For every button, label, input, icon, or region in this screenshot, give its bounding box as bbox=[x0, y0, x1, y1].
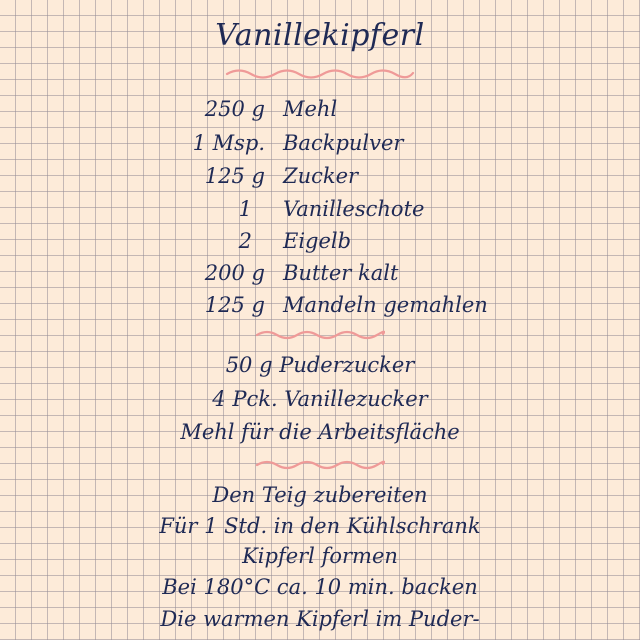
instruction-step: Den Teig zubereiten bbox=[212, 483, 428, 507]
ingredient-row bbox=[0, 99, 640, 123]
ingredient-quantity: 1 bbox=[238, 197, 252, 221]
ingredients-wave-divider bbox=[255, 326, 385, 344]
ingredient-name: Vanilleschote bbox=[283, 197, 425, 221]
extra-item: 4 Pck. Vanillezucker bbox=[212, 387, 428, 411]
ingredient-quantity: 250 g bbox=[204, 97, 265, 121]
ingredient-quantity: 1 Msp. bbox=[192, 131, 265, 155]
ingredient-name: Butter kalt bbox=[283, 261, 399, 285]
extra-item: Mehl für die Arbeitsfläche bbox=[180, 420, 460, 444]
ingredient-name: Mandeln gemahlen bbox=[283, 293, 488, 317]
instruction-step: Bei 180°C ca. 10 min. backen bbox=[162, 575, 478, 599]
instruction-step: Die warmen Kipferl im Puder- bbox=[160, 607, 480, 631]
ingredient-quantity: 125 g bbox=[204, 293, 265, 317]
ingredient-quantity: 2 bbox=[238, 229, 252, 253]
instruction-step: Kipferl formen bbox=[242, 544, 398, 568]
ingredient-quantity: 125 g bbox=[204, 164, 265, 188]
extra-item: 50 g Puderzucker bbox=[225, 353, 415, 377]
ingredient-row bbox=[0, 133, 640, 157]
ingredient-row bbox=[0, 199, 640, 223]
extras-wave-divider bbox=[255, 456, 385, 474]
ingredient-name: Mehl bbox=[283, 97, 338, 121]
ingredient-row bbox=[0, 295, 640, 319]
ingredient-name: Backpulver bbox=[283, 131, 404, 155]
ingredient-quantity: 200 g bbox=[204, 261, 265, 285]
ingredient-name: Eigelb bbox=[283, 229, 352, 253]
instruction-step: Für 1 Std. in den Kühlschrank bbox=[159, 514, 481, 538]
ingredient-row bbox=[0, 231, 640, 255]
title-wave-divider bbox=[225, 64, 415, 84]
recipe-title: Vanillekipferl bbox=[215, 18, 425, 53]
ingredient-row bbox=[0, 166, 640, 190]
ingredient-name: Zucker bbox=[283, 164, 359, 188]
ingredient-row bbox=[0, 263, 640, 287]
